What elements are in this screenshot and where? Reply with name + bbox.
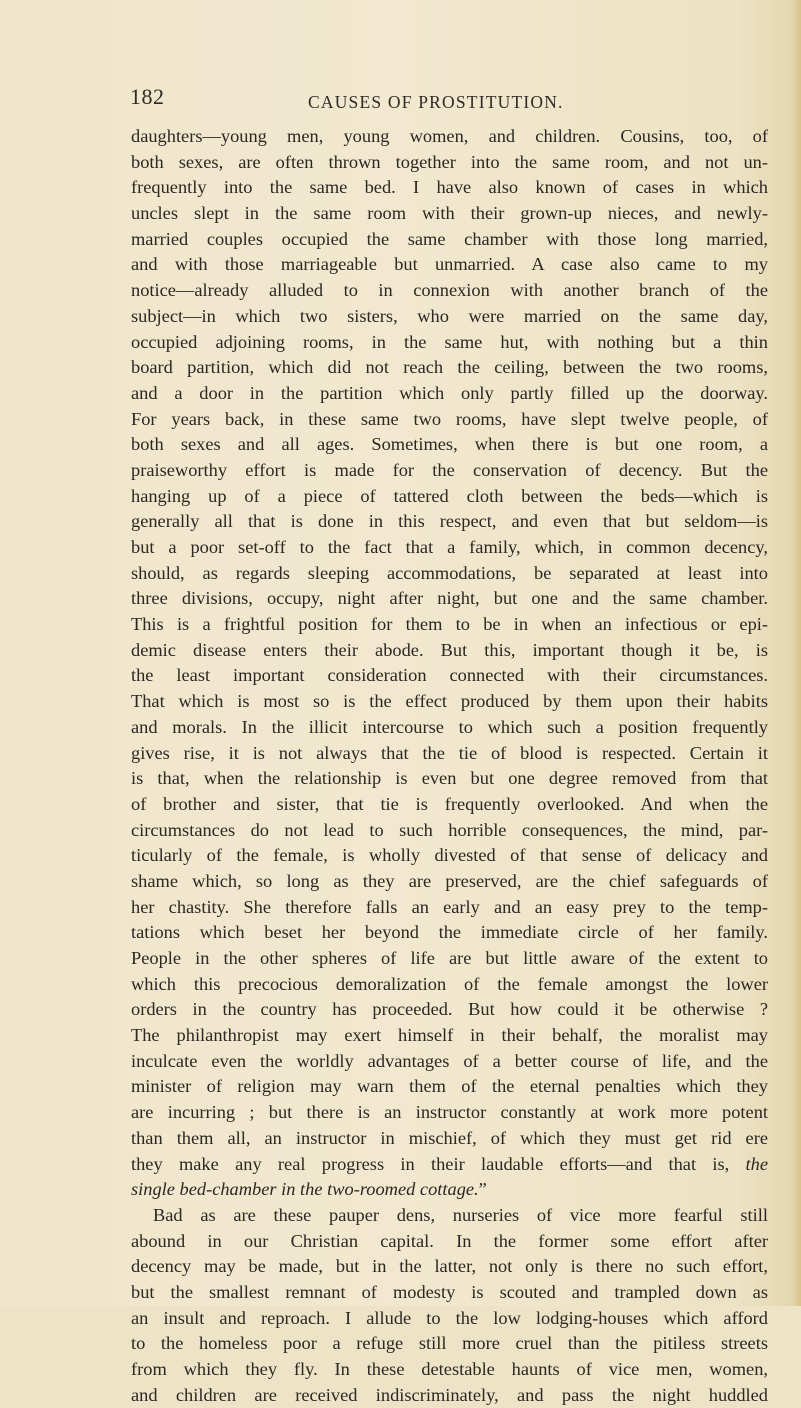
paragraph-2 xyxy=(131,1203,768,1408)
text-line: Bad as are these pauper dens, nurseries of vice more fearful still xyxy=(153,1204,768,1225)
text-line: and morals. In the illicit intercourse to which such a position frequently xyxy=(131,716,768,737)
text-line: frequently into the same bed. I have also known of cases in which xyxy=(131,177,768,198)
text-line: which this precocious demoralization of the female amongst the lower xyxy=(131,973,768,994)
text-line: but the smallest remnant of modesty is scouted and trampled down as xyxy=(131,1281,768,1302)
text-line: subject—in which two sisters, who were married on the same day, xyxy=(131,305,768,326)
text-line: are incurring ; but there is an instructor constantly at work more potent xyxy=(131,1102,768,1123)
text-line: and a door in the partition which only partly filled up the doorway. xyxy=(131,382,768,403)
text-line: decency may be made, but in the latter, not only is there no such effort, xyxy=(131,1256,768,1277)
running-title: CAUSES OF PROSTITUTION. xyxy=(308,92,564,112)
text-line: abound in our Christian capital. In the former some effort after xyxy=(131,1230,768,1251)
text-line: and children are received indiscriminately, and pass the night huddled xyxy=(131,1384,768,1405)
text-line: notice—already alluded to in connexion with another branch of the xyxy=(131,280,768,301)
text-line: daughters—young men, young women, and children. Cousins, too, of xyxy=(131,126,768,146)
page-edge-shadow xyxy=(791,0,801,1306)
text-line: her chastity. She therefore falls an early and an easy prey to the temp- xyxy=(131,896,768,917)
text-line: should, as regards sleeping accommodations, be separated at least into xyxy=(131,562,768,583)
page-number: 182 xyxy=(130,84,165,109)
text-line: both sexes, are often thrown together into the same room, and not un- xyxy=(131,151,768,172)
text-line-italic-end: they make any real progress in their laudable efforts—and that is, the xyxy=(131,1153,768,1174)
body-text xyxy=(131,124,768,1408)
text-line: For years back, in these same two rooms, have slept twelve people, of xyxy=(131,408,768,429)
paragraph-1 xyxy=(131,124,768,1152)
text-line: This is a frightful position for them to be in when an infectious or epi- xyxy=(131,614,768,635)
text-line: The philanthropist may exert himself in their behalf, the moralist may xyxy=(131,1025,768,1046)
text-line: three divisions, occupy, night after night, but one and the same chamber. xyxy=(131,588,768,609)
text-line: the least important consideration connected with their circumstances. xyxy=(131,665,768,686)
text-line: ticularly of the female, is wholly divested of that sense of delicacy and xyxy=(131,845,768,866)
text-line: than them all, an instructor in mischief, of which they must get rid ere xyxy=(131,1127,768,1148)
text-line: occupied adjoining rooms, in the same hut, with nothing but a thin xyxy=(131,331,768,352)
text-line: uncles slept in the same room with their grown-up nieces, and newly- xyxy=(131,203,768,224)
text-line: and with those marriageable but unmarried. A case also came to my xyxy=(131,254,768,275)
text-line: circumstances do not lead to such horrible consequences, the mind, par- xyxy=(131,819,768,840)
text-line: board partition, which did not reach the ceiling, between the two rooms, xyxy=(131,357,768,378)
text-line: to the homeless poor a refuge still more cruel than the pitiless streets xyxy=(131,1333,768,1354)
text-line: demic disease enters their abode. But this, important though it be, is xyxy=(131,639,768,660)
text-line: but a poor set-off to the fact that a family, which, in common decency, xyxy=(131,537,768,557)
text-line: hanging up of a piece of tattered cloth between the beds—which is xyxy=(131,485,768,506)
text-line: both sexes and all ages. Sometimes, when there is but one room, a xyxy=(131,434,768,455)
text-line: of brother and sister, that tie is frequently overlooked. And when the xyxy=(131,793,768,814)
running-head xyxy=(130,84,770,114)
text-line: married couples occupied the same chamber with those long married, xyxy=(131,228,768,249)
text-line: That which is most so is the effect produced by them upon their habits xyxy=(131,691,768,712)
text-line: shame which, so long as they are preserved, are the chief safeguards of xyxy=(131,870,768,891)
text-line-italic-phrase: single bed-chamber in the two-roomed cottage.” xyxy=(131,1179,487,1200)
text-line: is that, when the relationship is even but one degree removed from that xyxy=(131,768,768,789)
text-line: from which they fly. In these detestable haunts of vice men, women, xyxy=(131,1359,768,1379)
text-line: orders in the country has proceeded. But how could it be otherwise ? xyxy=(131,999,768,1020)
text-line: praiseworthy effort is made for the conservation of decency. But the xyxy=(131,459,768,480)
text-line: an insult and reproach. I allude to the low lodging-houses which afford xyxy=(131,1307,768,1328)
text-line: People in the other spheres of life are but little aware of the extent to xyxy=(131,948,768,968)
text-line: gives rise, it is not always that the tie of blood is respected. Certain it xyxy=(131,742,768,763)
text-line: tations which beset her beyond the immediate circle of her family. xyxy=(131,922,768,943)
text-line: generally all that is done in this respect, and even that but seldom—is xyxy=(131,511,768,532)
text-line: inculcate even the worldly advantages of a better course of life, and the xyxy=(131,1050,768,1071)
text-line: minister of religion may warn them of the eternal penalties which they xyxy=(131,1076,768,1097)
